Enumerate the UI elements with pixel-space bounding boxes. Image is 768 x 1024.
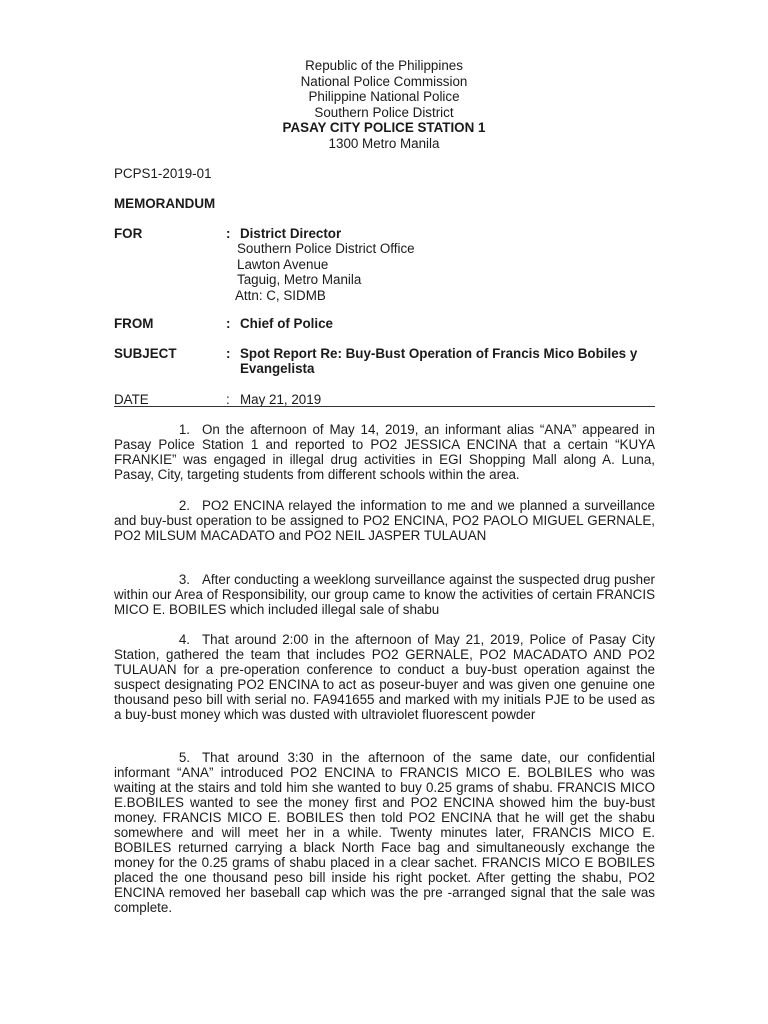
from-colon: : [226,316,231,331]
paragraph [114,632,655,722]
recipient-address [237,241,415,303]
paragraph-text: That around 2:00 in the afternoon of May 21, 2019, Police of Pasay City Station, gathered the team that includes PO2 GERNALE, PO2 MACADATO AND PO2 TULAUAN for a pre-operation conference to conduct a buy-bust operation against the suspect designating PO2 ENCINA to act as poseur-buyer and was given one genuine one thousand peso bill with serial no. FA941655 and marked with my initials PJE to be used as a buy-bust money which was dusted with ultraviolet fluorescent powder [114,632,655,722]
date-colon: : [226,392,230,407]
paragraph [114,750,655,915]
paragraph-number: 4. [178,632,190,647]
letterhead-pnp: Philippine National Police [308,89,460,104]
memo-title: MEMORANDUM [114,196,216,211]
subject-value: Spot Report Re: Buy-Bust Operation of Francis Mico Bobiles y Evangelista [240,346,638,376]
date-value: May 21, 2019 [240,392,322,407]
from-value: Chief of Police [240,316,334,331]
address-line: Lawton Avenue [237,256,329,272]
paragraph-number: 5. [178,750,190,765]
paragraph-text: After conducting a weeklong surveillance against the suspected drug pusher within our Area of Responsibility, our group came to know the activities of certain FRANCIS MICO E. BOBILES which included illegal sale of shabu [114,572,655,617]
header-divider [114,406,655,407]
for-value: District Director [240,226,342,241]
letterhead-napolcom: National Police Commission [300,73,468,89]
paragraph-number: 2. [178,498,190,513]
address-line: Southern Police District Office [237,241,415,256]
letterhead-station: PASAY CITY POLICE STATION 1 [282,120,486,135]
paragraph [114,572,655,617]
address-line: Taguig, Metro Manila [237,272,362,287]
paragraph-text: That around 3:30 in the afternoon of the same date, our confidential informant “ANA” introduced PO2 ENCINA to FRANCIS MICO E. BOLBILES who was waiting at the stairs and told him she wanted to buy 0.25 grams of shabu. FRANCIS MICO E.BOBILES wanted to see the money first and PO2 ENCINA showed him the buy-bust money. FRANCIS MICO E. BOBILES then told PO2 ENCINA that he will get the shabu somewhere and will meet her in a while. Twenty minutes later, FRANCIS MICO E. BOBILES returned carrying a black North Face bag and simultaneously exchange the money for the 0.25 grams of shabu placed in a clear sachet. FRANCIS MICO E BOBILES placed the one thousand peso bill inside his right pocket. After getting the shabu, PO2 ENCINA removed her baseball cap which was the pre -arranged signal that the sale was complete. [114,750,655,915]
paragraph [114,498,655,543]
subject-colon: : [226,346,231,361]
subject-label: SUBJECT [114,346,177,361]
paragraph-number: 1. [178,422,190,437]
letterhead-city: 1300 Metro Manila [328,135,440,151]
address-line: Attn: C, SIDMB [235,287,326,303]
for-label: FOR [114,226,143,241]
letterhead [0,58,768,151]
paragraph [114,422,655,482]
for-colon: : [226,226,231,241]
paragraph-number: 3. [178,572,190,587]
date-label: DATE [114,392,149,407]
letterhead-district: Southern Police District [314,104,454,120]
letterhead-republic: Republic of the Philippines [305,58,463,73]
reference-number: PCPS1-2019-01 [114,166,212,181]
paragraph-text: PO2 ENCINA relayed the information to me and we planned a surveillance and buy-bust operation to be assigned to PO2 ENCINA, PO2 PAOLO MIGUEL GERNALE, PO2 MILSUM MACADATO and PO2 NEIL JASPER TULAUAN [114,498,655,543]
from-label: FROM [114,316,154,331]
paragraph-text: On the afternoon of May 14, 2019, an informant alias “ANA” appeared in Pasay Police Station 1 and reported to PO2 JESSICA ENCINA that a certain “KUYA FRANKIE” was engaged in illegal drug activities in EGI Shopping Mall along A. Luna, Pasay, City, targeting students from different schools within the area. [114,422,655,482]
